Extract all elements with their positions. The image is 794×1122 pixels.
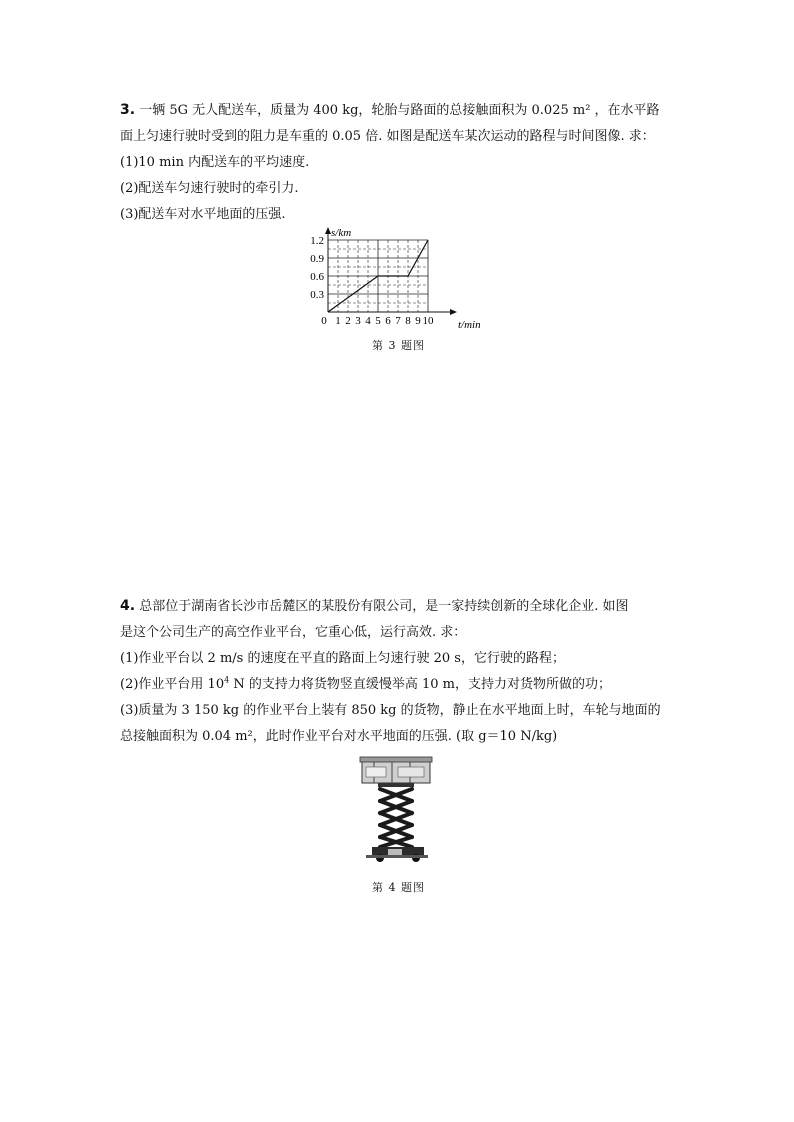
- scissor-lift-illustration: [358, 755, 434, 865]
- y-tick-label: 0.3: [310, 289, 324, 301]
- x-tick-label: 7: [395, 315, 401, 327]
- question-4-stem-line1: [120, 593, 680, 620]
- x-tick-label: 5: [375, 315, 381, 327]
- question-3-sub-3: (3)配送车对水平地面的压强.: [120, 207, 286, 222]
- x-tick-label: 4: [365, 315, 371, 327]
- x-tick-label: 1: [335, 315, 341, 327]
- x-axis-arrow: [450, 309, 457, 315]
- question-4-sub-2-b: N 的支持力将货物竖直缓慢举高 10 m，支持力对货物所做的功；: [229, 677, 611, 692]
- figure-3-caption: 第 3 题图: [372, 339, 425, 352]
- y-tick-label: 0.6: [310, 271, 324, 283]
- question-4-sub-3: (3)质量为 3 150 kg 的作业平台上装有 850 kg 的货物，静止在水平地面上时，车轮与地面的: [120, 703, 661, 718]
- x-tick-label: 2: [345, 315, 351, 327]
- x-tick-label: 0: [321, 315, 327, 327]
- question-3-text-1: 一辆 5G 无人配送车，质量为 400 kg，轮胎与路面的总接触面积为 0.025 m² ，在水平路: [139, 103, 660, 118]
- figure-4-caption: 第 4 题图: [372, 881, 425, 894]
- question-4-sub-1: (1)作业平台以 2 m/s 的速度在平直的路面上匀速行驶 20 s，它行驶的路程；: [120, 651, 565, 666]
- distance-time-chart: [295, 224, 495, 332]
- x-axis-label: t/min: [458, 319, 481, 331]
- question-3: [120, 97, 680, 228]
- question-4-sub-2-a: (2)作业平台用 10: [120, 677, 225, 692]
- y-tick-label: 1.2: [310, 235, 324, 247]
- question-4-sub-3-line2: 总接触面积为 0.04 m²，此时作业平台对水平地面的压强. (取 g＝10 N/kg): [120, 729, 558, 744]
- y-axis-label: s/km: [331, 227, 352, 239]
- x-tick-label: 8: [405, 315, 411, 327]
- question-4-stem-line2: 是这个公司生产的高空作业平台，它重心低，运行高效. 求：: [120, 625, 467, 640]
- question-3-number: 3.: [120, 102, 136, 118]
- question-3-stem-line1: [120, 97, 680, 124]
- question-3-sub-1: (1)10 min 内配送车的平均速度.: [120, 155, 310, 170]
- x-tick-label: 9: [415, 315, 421, 327]
- question-4-number: 4.: [120, 598, 136, 614]
- question-3-sub-2: (2)配送车匀速行驶时的牵引力.: [120, 181, 299, 196]
- question-4-sub-2-exponent: 4: [224, 675, 230, 685]
- question-3-stem-line2: 面上匀速行驶时受到的阻力是车重的 0.05 倍. 如图是配送车某次运动的路程与时间图像. 求：: [120, 129, 655, 144]
- question-4-sub-2: [120, 672, 680, 698]
- question-4: [120, 593, 680, 750]
- x-tick-label: 3: [355, 315, 361, 327]
- x-tick-label: 10: [422, 315, 434, 327]
- x-tick-label: 6: [385, 315, 391, 327]
- y-tick-label: 0.9: [310, 253, 324, 265]
- question-4-text-1: 总部位于湖南省长沙市岳麓区的某股份有限公司，是一家持续创新的全球化企业. 如图: [139, 599, 629, 614]
